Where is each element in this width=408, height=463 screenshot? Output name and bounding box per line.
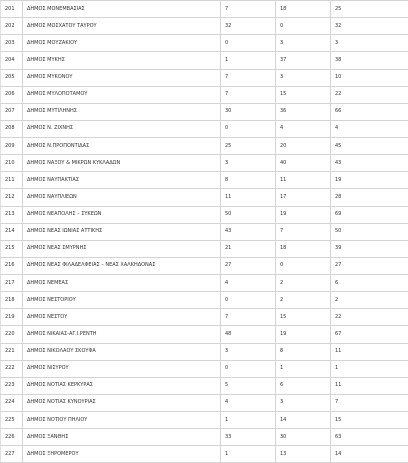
table-row	[1, 69, 408, 86]
table-row	[1, 446, 408, 463]
row-number-cell: 205	[1, 69, 23, 86]
value-a-cell: 4	[221, 275, 276, 292]
row-number-cell: 213	[1, 206, 23, 223]
value-a-cell: 50	[221, 206, 276, 223]
value-total-cell: 69	[331, 206, 408, 223]
value-a-cell: 0	[221, 120, 276, 137]
value-b-cell: 15	[276, 86, 331, 103]
table-body	[1, 1, 408, 463]
municipality-name-cell: ΔΗΜΟΣ ΜΥΚΗΣ	[23, 52, 221, 69]
municipality-name-cell: ΔΗΜΟΣ ΜΟΝΕΜΒΑΣΙΑΣ	[23, 1, 221, 18]
value-b-cell: 3	[276, 35, 331, 52]
row-number-cell: 225	[1, 412, 23, 429]
value-a-cell: 5	[221, 377, 276, 394]
table-row	[1, 52, 408, 69]
municipality-name-cell: ΔΗΜΟΣ ΝΕΜΕΑΣ	[23, 275, 221, 292]
municipality-name-cell: ΔΗΜΟΣ ΜΟΥΖΑΚΙΟΥ	[23, 35, 221, 52]
table-row	[1, 257, 408, 274]
value-b-cell: 11	[276, 172, 331, 189]
value-b-cell: 6	[276, 377, 331, 394]
value-a-cell: 33	[221, 429, 276, 446]
municipality-name-cell: ΔΗΜΟΣ ΝΕΣΤΟΡΙΟΥ	[23, 292, 221, 309]
value-a-cell: 1	[221, 52, 276, 69]
value-b-cell: 20	[276, 138, 331, 155]
table-row	[1, 86, 408, 103]
municipality-name-cell: ΔΗΜΟΣ ΝΑΞΟΥ & ΜΙΚΡΩΝ ΚΥΚΛΑΔΩΝ	[23, 155, 221, 172]
value-a-cell: 30	[221, 103, 276, 120]
value-a-cell: 3	[221, 155, 276, 172]
value-total-cell: 2	[331, 292, 408, 309]
row-number-cell: 217	[1, 275, 23, 292]
row-number-cell: 207	[1, 103, 23, 120]
value-b-cell: 0	[276, 18, 331, 35]
table-row	[1, 429, 408, 446]
row-number-cell: 202	[1, 18, 23, 35]
table-row	[1, 377, 408, 394]
municipality-name-cell: ΔΗΜΟΣ ΝΕΣΤΟΥ	[23, 309, 221, 326]
value-b-cell: 15	[276, 309, 331, 326]
table-row	[1, 309, 408, 326]
row-number-cell: 209	[1, 138, 23, 155]
value-total-cell: 66	[331, 103, 408, 120]
table-row	[1, 326, 408, 343]
value-total-cell: 14	[331, 446, 408, 463]
municipality-name-cell: ΔΗΜΟΣ ΜΥΛΟΠΟΤΑΜΟΥ	[23, 86, 221, 103]
value-total-cell: 32	[331, 18, 408, 35]
row-number-cell: 210	[1, 155, 23, 172]
value-a-cell: 0	[221, 292, 276, 309]
table-row	[1, 394, 408, 411]
row-number-cell: 221	[1, 343, 23, 360]
row-number-cell: 224	[1, 394, 23, 411]
value-b-cell: 19	[276, 326, 331, 343]
value-total-cell: 3	[331, 35, 408, 52]
value-b-cell: 1	[276, 360, 331, 377]
value-total-cell: 39	[331, 240, 408, 257]
value-a-cell: 7	[221, 309, 276, 326]
table-row	[1, 360, 408, 377]
value-total-cell: 15	[331, 412, 408, 429]
value-total-cell: 25	[331, 1, 408, 18]
row-number-cell: 216	[1, 257, 23, 274]
municipality-name-cell: ΔΗΜΟΣ ΝΟΤΙΑΣ ΚΥΝΟΥΡΙΑΣ	[23, 394, 221, 411]
table-row	[1, 138, 408, 155]
row-number-cell: 204	[1, 52, 23, 69]
value-b-cell: 2	[276, 292, 331, 309]
value-a-cell: 0	[221, 360, 276, 377]
row-number-cell: 227	[1, 446, 23, 463]
value-a-cell: 43	[221, 223, 276, 240]
value-total-cell: 38	[331, 52, 408, 69]
value-a-cell: 48	[221, 326, 276, 343]
municipality-name-cell: ΔΗΜΟΣ Ν.ΠΡΟΠΟΝΤΙΔΑΣ	[23, 138, 221, 155]
value-b-cell: 3	[276, 394, 331, 411]
value-total-cell: 45	[331, 138, 408, 155]
row-number-cell: 212	[1, 189, 23, 206]
municipality-name-cell: ΔΗΜΟΣ ΝΑΥΠΑΚΤΙΑΣ	[23, 172, 221, 189]
municipality-name-cell: ΔΗΜΟΣ ΝΕΑΣ ΣΜΥΡΝΗΣ	[23, 240, 221, 257]
row-number-cell: 206	[1, 86, 23, 103]
value-b-cell: 40	[276, 155, 331, 172]
municipality-name-cell: ΔΗΜΟΣ ΝΙΚΟΛΑΟΥ ΣΚΟΥΦΑ	[23, 343, 221, 360]
value-b-cell: 19	[276, 206, 331, 223]
value-total-cell: 19	[331, 172, 408, 189]
value-total-cell: 67	[331, 326, 408, 343]
value-a-cell: 11	[221, 189, 276, 206]
value-b-cell: 17	[276, 189, 331, 206]
value-a-cell: 3	[221, 343, 276, 360]
value-b-cell: 37	[276, 52, 331, 69]
value-b-cell: 7	[276, 223, 331, 240]
municipality-name-cell: ΔΗΜΟΣ ΝΕΑΣ ΙΩΝΙΑΣ ΑΤΤΙΚΗΣ	[23, 223, 221, 240]
value-total-cell: 10	[331, 69, 408, 86]
municipality-name-cell: ΔΗΜΟΣ Ν. ΖΙΧΝΗΣ	[23, 120, 221, 137]
value-total-cell: 43	[331, 155, 408, 172]
value-b-cell: 8	[276, 343, 331, 360]
municipality-name-cell: ΔΗΜΟΣ ΝΑΥΠΛΙΕΩΝ	[23, 189, 221, 206]
municipality-name-cell: ΔΗΜΟΣ ΞΑΝΘΗΣ	[23, 429, 221, 446]
value-b-cell: 14	[276, 412, 331, 429]
municipality-name-cell: ΔΗΜΟΣ ΝΙΣΥΡΟΥ	[23, 360, 221, 377]
value-total-cell: 50	[331, 223, 408, 240]
value-a-cell: 21	[221, 240, 276, 257]
value-a-cell: 7	[221, 1, 276, 18]
value-total-cell: 7	[331, 394, 408, 411]
row-number-cell: 220	[1, 326, 23, 343]
table-row	[1, 172, 408, 189]
value-total-cell: 4	[331, 120, 408, 137]
municipality-name-cell: ΔΗΜΟΣ ΝΕΑΠΟΛΗΣ – ΣΥΚΕΩΝ	[23, 206, 221, 223]
value-a-cell: 7	[221, 86, 276, 103]
row-number-cell: 214	[1, 223, 23, 240]
value-total-cell: 11	[331, 377, 408, 394]
row-number-cell: 203	[1, 35, 23, 52]
value-b-cell: 4	[276, 120, 331, 137]
value-total-cell: 6	[331, 275, 408, 292]
table-row	[1, 1, 408, 18]
table-row	[1, 120, 408, 137]
value-b-cell: 0	[276, 257, 331, 274]
value-total-cell: 22	[331, 309, 408, 326]
table-row	[1, 343, 408, 360]
value-b-cell: 18	[276, 1, 331, 18]
municipality-name-cell: ΔΗΜΟΣ ΜΟΣΧΑΤΟΥ ΤΑΥΡΟΥ	[23, 18, 221, 35]
municipality-name-cell: ΔΗΜΟΣ ΞΗΡΟΜΕΡΟΥ	[23, 446, 221, 463]
table-row	[1, 223, 408, 240]
table-row	[1, 155, 408, 172]
value-b-cell: 30	[276, 429, 331, 446]
row-number-cell: 211	[1, 172, 23, 189]
value-a-cell: 7	[221, 69, 276, 86]
table-row	[1, 189, 408, 206]
table-row	[1, 275, 408, 292]
value-total-cell: 63	[331, 429, 408, 446]
row-number-cell: 201	[1, 1, 23, 18]
row-number-cell: 208	[1, 120, 23, 137]
value-b-cell: 3	[276, 69, 331, 86]
table-row	[1, 103, 408, 120]
value-a-cell: 1	[221, 412, 276, 429]
municipality-name-cell: ΔΗΜΟΣ ΝΟΤΙΑΣ ΚΕΡΚΥΡΑΣ	[23, 377, 221, 394]
value-a-cell: 8	[221, 172, 276, 189]
row-number-cell: 226	[1, 429, 23, 446]
value-total-cell: 1	[331, 360, 408, 377]
table-row	[1, 412, 408, 429]
table-row	[1, 292, 408, 309]
municipality-name-cell: ΔΗΜΟΣ ΝΙΚΑΙΑΣ-ΑΓ.Ι.ΡΕΝΤΗ	[23, 326, 221, 343]
municipality-name-cell: ΔΗΜΟΣ ΝΕΑΣ ΦΙΛΑΔΕΛΦΕΙΑΣ – ΝΕΑΣ ΧΑΛΚΗΔΟΝΑΣ	[23, 257, 221, 274]
row-number-cell: 218	[1, 292, 23, 309]
value-b-cell: 18	[276, 240, 331, 257]
table-row	[1, 35, 408, 52]
value-b-cell: 13	[276, 446, 331, 463]
row-number-cell: 223	[1, 377, 23, 394]
value-total-cell: 22	[331, 86, 408, 103]
value-b-cell: 2	[276, 275, 331, 292]
table-row	[1, 18, 408, 35]
value-b-cell: 36	[276, 103, 331, 120]
value-a-cell: 27	[221, 257, 276, 274]
municipality-name-cell: ΔΗΜΟΣ ΝΟΤΙΟΥ ΠΗΛΙΟΥ	[23, 412, 221, 429]
value-total-cell: 28	[331, 189, 408, 206]
municipality-name-cell: ΔΗΜΟΣ ΜΥΚΟΝΟΥ	[23, 69, 221, 86]
table-row	[1, 206, 408, 223]
table-row	[1, 240, 408, 257]
value-a-cell: 32	[221, 18, 276, 35]
row-number-cell: 219	[1, 309, 23, 326]
value-total-cell: 11	[331, 343, 408, 360]
value-a-cell: 4	[221, 394, 276, 411]
municipality-name-cell: ΔΗΜΟΣ ΜΥΤΙΛΗΝΗΣ	[23, 103, 221, 120]
value-a-cell: 0	[221, 35, 276, 52]
row-number-cell: 215	[1, 240, 23, 257]
value-a-cell: 25	[221, 138, 276, 155]
row-number-cell: 222	[1, 360, 23, 377]
value-total-cell: 27	[331, 257, 408, 274]
value-a-cell: 1	[221, 446, 276, 463]
